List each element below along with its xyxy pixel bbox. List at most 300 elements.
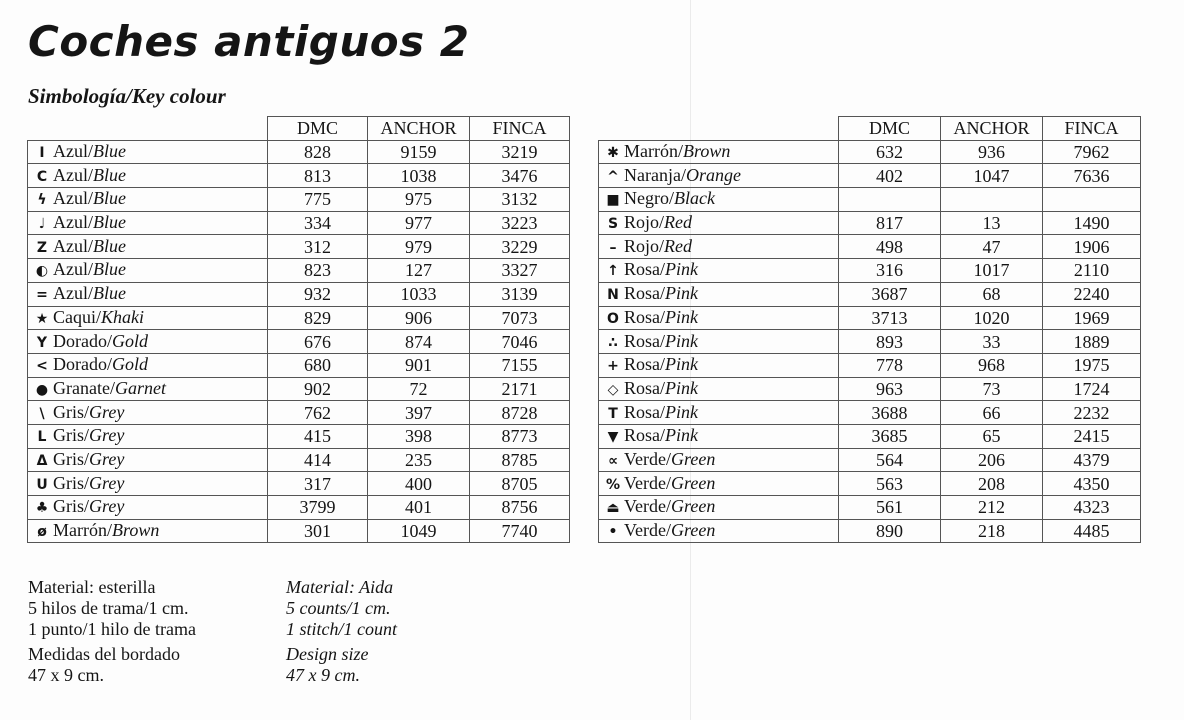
finca-code-cell: 2232 [1043,401,1141,425]
stitch-symbol-icon: ♣ [35,500,49,517]
anchor-code-cell: 936 [941,140,1043,164]
name-separator: / [665,520,671,541]
table-row [28,282,570,306]
table-header-row [28,117,570,141]
dmc-code-cell: 564 [839,448,941,472]
anchor-code-cell: 975 [368,188,470,212]
name-separator: / [680,164,686,185]
color-name-es: Naranja [624,164,681,185]
stitch-symbol-icon: ■ [606,192,620,209]
name-separator: / [660,425,666,446]
stitch-symbol-icon: I [39,145,45,162]
color-name-en: Pink [665,283,699,304]
anchor-code-cell: 208 [941,472,1043,496]
color-name-es: Rojo [624,212,660,233]
anchor-code-cell: 977 [368,211,470,235]
color-name-en: Brown [112,520,160,541]
dmc-code-cell: 301 [268,519,368,543]
material-info-spanish [28,577,196,686]
table-row [599,211,1141,235]
stitch-symbol-icon: C [36,168,48,185]
table-row [599,424,1141,448]
name-separator: / [88,235,94,256]
stitch-symbol-icon: Y [36,334,48,351]
dmc-code-cell: 932 [268,282,368,306]
color-name-es: Negro [624,188,669,209]
name-separator: / [660,354,666,375]
color-name-cell [599,496,839,520]
dmc-code-cell: 317 [268,472,368,496]
color-name-es: Rosa [624,306,660,327]
dmc-code-cell: 828 [268,140,368,164]
color-name-en: Blue [93,188,127,209]
anchor-code-cell: 397 [368,401,470,425]
color-name-cell [599,519,839,543]
color-name-cell [28,330,268,354]
color-name-es: Rosa [624,377,660,398]
material-line: Design size [286,644,369,664]
stitch-symbol-icon: Z [36,239,48,256]
anchor-code-cell: 73 [941,377,1043,401]
dmc-code-cell: 817 [839,211,941,235]
anchor-code-cell: 47 [941,235,1043,259]
color-name-cell [599,140,839,164]
color-name-en: Garnet [114,377,166,398]
stitch-symbol-icon: Δ [36,452,48,469]
stitch-symbol-icon: < [36,358,48,375]
color-name-es: Azul [53,259,88,280]
dmc-code-cell: 829 [268,306,368,330]
stitch-symbol-icon: = [36,287,48,304]
finca-code-cell: 3223 [470,211,570,235]
color-name-cell [599,188,839,212]
finca-code-cell: 1490 [1043,211,1141,235]
dmc-code-cell: 890 [839,519,941,543]
material-line: 5 counts/1 cm. [286,598,391,618]
color-name-es: Rosa [624,354,660,375]
stitch-symbol-icon: ● [35,381,49,398]
anchor-code-cell: 235 [368,448,470,472]
table-row [599,377,1141,401]
table-row [599,448,1141,472]
finca-code-cell: 3229 [470,235,570,259]
table-header-row [599,117,1141,141]
finca-code-cell: 3476 [470,164,570,188]
finca-code-cell: 8785 [470,448,570,472]
dmc-code-cell: 963 [839,377,941,401]
color-name-en: Pink [665,354,699,375]
color-name-es: Gris [53,472,84,493]
anchor-code-cell: 33 [941,330,1043,354]
table-row [28,472,570,496]
color-name-en: Grey [89,425,125,446]
anchor-code-cell: 212 [941,496,1043,520]
color-name-es: Marrón [624,141,678,162]
finca-code-cell: 7636 [1043,164,1141,188]
color-name-cell [599,472,839,496]
dmc-code-cell: 402 [839,164,941,188]
table-row [599,401,1141,425]
name-separator: / [109,377,115,398]
table-row [599,519,1141,543]
dmc-code-cell [839,188,941,212]
color-name-cell [599,448,839,472]
color-name-en: Green [671,520,716,541]
finca-code-cell: 4379 [1043,448,1141,472]
color-name-en: Green [671,496,716,517]
color-name-es: Gris [53,448,84,469]
finca-code-cell: 4485 [1043,519,1141,543]
material-line: Material: Aida [286,577,394,597]
stitch-symbol-icon: ^ [607,168,619,185]
stitch-symbol-icon: ↑ [607,263,619,280]
dmc-code-cell: 3799 [268,496,368,520]
color-name-es: Verde [624,520,666,541]
color-name-es: Rojo [624,235,660,256]
finca-code-cell: 7962 [1043,140,1141,164]
color-name-es: Azul [53,235,88,256]
finca-code-cell: 2415 [1043,424,1141,448]
name-separator: / [88,259,94,280]
finca-code-cell: 7155 [470,353,570,377]
table-row [599,353,1141,377]
material-line: 47 x 9 cm. [28,665,104,685]
header-finca: FINCA [1043,117,1141,141]
color-name-cell [28,235,268,259]
anchor-code-cell: 1038 [368,164,470,188]
stitch-symbol-icon: N [607,287,619,304]
finca-code-cell: 1975 [1043,353,1141,377]
anchor-code-cell: 1049 [368,519,470,543]
color-name-en: Pink [665,401,699,422]
name-separator: / [665,496,671,517]
color-name-cell [28,282,268,306]
anchor-code-cell: 13 [941,211,1043,235]
color-name-en: Red [664,235,693,256]
name-separator: / [106,330,112,351]
stitch-symbol-icon: O [607,310,619,327]
name-separator: / [88,188,94,209]
finca-code-cell: 2240 [1043,282,1141,306]
color-name-cell [28,188,268,212]
color-name-cell [28,306,268,330]
dmc-code-cell: 498 [839,235,941,259]
name-separator: / [84,496,90,517]
material-line: Material: esterilla [28,577,156,597]
dmc-code-cell: 902 [268,377,368,401]
name-separator: / [84,401,90,422]
color-name-en: Gold [112,330,148,351]
color-name-cell [28,519,268,543]
stitch-symbol-icon: S [607,216,619,233]
material-line: 1 stitch/1 count [286,619,397,639]
color-name-es: Dorado [53,330,107,351]
color-name-es: Rosa [624,283,660,304]
dmc-code-cell: 415 [268,424,368,448]
finca-code-cell: 1889 [1043,330,1141,354]
name-separator: / [106,520,112,541]
color-name-es: Azul [53,188,88,209]
color-name-cell [28,377,268,401]
color-name-cell [599,235,839,259]
table-row [28,330,570,354]
color-name-cell [28,472,268,496]
name-separator: / [88,141,94,162]
color-name-es: Marrón [53,520,107,541]
name-separator: / [665,448,671,469]
finca-code-cell: 7046 [470,330,570,354]
table-row [28,377,570,401]
finca-code-cell [1043,188,1141,212]
name-separator: / [84,448,90,469]
header-finca: FINCA [470,117,570,141]
color-name-en: Green [671,448,716,469]
anchor-code-cell [941,188,1043,212]
finca-code-cell: 2171 [470,377,570,401]
color-name-en: Brown [683,141,731,162]
color-name-en: Red [664,212,693,233]
stitch-symbol-icon: % [605,476,621,493]
color-name-cell [599,306,839,330]
color-name-es: Rosa [624,259,660,280]
finca-code-cell: 8705 [470,472,570,496]
name-separator: / [660,401,666,422]
stitch-symbol-icon: T [608,405,618,422]
color-name-en: Grey [89,496,125,517]
name-separator: / [84,472,90,493]
name-separator: / [88,283,94,304]
table-row [599,330,1141,354]
finca-code-cell: 7740 [470,519,570,543]
dmc-code-cell: 893 [839,330,941,354]
table-row [28,401,570,425]
finca-code-cell: 4350 [1043,472,1141,496]
color-name-cell [28,211,268,235]
stitch-symbol-icon: • [608,524,618,541]
dmc-code-cell: 561 [839,496,941,520]
anchor-code-cell: 68 [941,282,1043,306]
stitch-symbol-icon: + [607,358,619,375]
finca-code-cell: 8773 [470,424,570,448]
color-name-cell [28,448,268,472]
header-dmc: DMC [268,117,368,141]
header-anchor: ANCHOR [941,117,1043,141]
dmc-code-cell: 334 [268,211,368,235]
name-separator: / [660,259,666,280]
table-row [28,235,570,259]
color-key-table-right [598,116,1141,543]
finca-code-cell: 1906 [1043,235,1141,259]
stitch-symbol-icon: ◇ [607,381,619,398]
anchor-code-cell: 65 [941,424,1043,448]
color-name-cell [28,164,268,188]
color-name-en: Pink [665,306,699,327]
table-row [599,235,1141,259]
color-key-table-left [27,116,570,543]
color-name-cell [599,282,839,306]
table-row [28,140,570,164]
color-name-cell [28,424,268,448]
color-name-es: Azul [53,141,88,162]
anchor-code-cell: 401 [368,496,470,520]
table-row [599,306,1141,330]
anchor-code-cell: 874 [368,330,470,354]
color-name-es: Rosa [624,330,660,351]
table-row [599,140,1141,164]
color-name-es: Rosa [624,425,660,446]
anchor-code-cell: 9159 [368,140,470,164]
table-row [28,211,570,235]
name-separator: / [668,188,674,209]
color-name-cell [28,259,268,283]
name-separator: / [106,354,112,375]
finca-code-cell: 8728 [470,401,570,425]
name-separator: / [660,377,666,398]
color-name-en: Blue [93,212,127,233]
color-name-en: Blue [93,259,127,280]
color-name-en: Blue [93,141,127,162]
stitch-symbol-icon: ◐ [35,263,49,280]
color-name-cell [599,164,839,188]
dmc-code-cell: 680 [268,353,368,377]
name-separator: / [84,425,90,446]
stitch-symbol-icon: ♩ [38,216,46,233]
table-row [599,259,1141,283]
stitch-symbol-icon: ∴ [608,334,618,351]
finca-code-cell: 1969 [1043,306,1141,330]
finca-code-cell: 3139 [470,282,570,306]
material-line: Medidas del bordado [28,644,180,664]
dmc-code-cell: 312 [268,235,368,259]
stitch-symbol-icon: ★ [35,310,49,327]
header-anchor: ANCHOR [368,117,470,141]
finca-code-cell: 1724 [1043,377,1141,401]
color-name-en: Gold [112,354,148,375]
stitch-symbol-icon: U [36,476,48,493]
anchor-code-cell: 398 [368,424,470,448]
table-row [599,188,1141,212]
color-name-en: Grey [89,448,125,469]
anchor-code-cell: 1033 [368,282,470,306]
table-row [28,188,570,212]
stitch-symbol-icon: ∝ [608,452,618,469]
color-name-es: Azul [53,212,88,233]
color-name-en: Pink [665,425,699,446]
color-name-en: Khaki [101,306,145,327]
color-name-en: Pink [665,259,699,280]
color-name-en: Green [671,472,716,493]
stitch-symbol-icon: ▼ [607,429,619,446]
color-name-es: Verde [624,496,666,517]
anchor-code-cell: 127 [368,259,470,283]
name-separator: / [659,212,665,233]
name-separator: / [88,164,94,185]
name-separator: / [96,306,102,327]
dmc-code-cell: 3713 [839,306,941,330]
stitch-symbol-icon: ✱ [607,145,619,162]
dmc-code-cell: 632 [839,140,941,164]
dmc-code-cell: 316 [839,259,941,283]
color-name-cell [599,377,839,401]
dmc-code-cell: 414 [268,448,368,472]
name-separator: / [660,306,666,327]
material-line: 1 punto/1 hilo de trama [28,619,196,639]
color-name-cell [599,353,839,377]
anchor-code-cell: 218 [941,519,1043,543]
color-name-cell [28,401,268,425]
header-spacer [599,117,839,141]
color-name-cell [599,401,839,425]
color-name-en: Grey [89,472,125,493]
header-dmc: DMC [839,117,941,141]
table-row [28,164,570,188]
color-name-en: Blue [93,235,127,256]
dmc-code-cell: 3687 [839,282,941,306]
color-name-es: Azul [53,164,88,185]
table-row [599,472,1141,496]
color-name-cell [599,424,839,448]
color-name-es: Verde [624,448,666,469]
table-row [599,164,1141,188]
finca-code-cell: 3219 [470,140,570,164]
dmc-code-cell: 676 [268,330,368,354]
color-name-cell [599,211,839,235]
name-separator: / [665,472,671,493]
color-name-en: Black [674,188,715,209]
material-info-english [286,577,397,686]
dmc-code-cell: 813 [268,164,368,188]
material-line: 5 hilos de trama/1 cm. [28,598,189,618]
anchor-code-cell: 979 [368,235,470,259]
stitch-symbol-icon: ø [37,524,47,541]
color-name-cell [28,140,268,164]
table-row [28,424,570,448]
anchor-code-cell: 968 [941,353,1043,377]
color-name-es: Granate [53,377,110,398]
header-spacer [28,117,268,141]
anchor-code-cell: 400 [368,472,470,496]
dmc-code-cell: 3685 [839,424,941,448]
color-name-en: Blue [93,283,127,304]
stitch-symbol-icon: ⏏ [606,500,620,517]
dmc-code-cell: 762 [268,401,368,425]
anchor-code-cell: 1047 [941,164,1043,188]
finca-code-cell: 8756 [470,496,570,520]
finca-code-cell: 3327 [470,259,570,283]
color-name-es: Dorado [53,354,107,375]
color-name-es: Rosa [624,401,660,422]
finca-code-cell: 2110 [1043,259,1141,283]
color-name-cell [28,353,268,377]
anchor-code-cell: 1017 [941,259,1043,283]
color-name-cell [599,259,839,283]
dmc-code-cell: 823 [268,259,368,283]
table-row [28,519,570,543]
anchor-code-cell: 1020 [941,306,1043,330]
color-name-es: Gris [53,401,84,422]
key-colour-subtitle: Simbología/Key colour [28,84,226,108]
anchor-code-cell: 66 [941,401,1043,425]
stitch-symbol-icon: ϟ [37,192,47,209]
color-name-es: Caqui [53,306,96,327]
anchor-code-cell: 206 [941,448,1043,472]
name-separator: / [88,212,94,233]
stitch-symbol-icon: L [37,429,47,446]
color-name-en: Blue [93,164,127,185]
color-name-es: Verde [624,472,666,493]
name-separator: / [659,235,665,256]
table-row [599,282,1141,306]
